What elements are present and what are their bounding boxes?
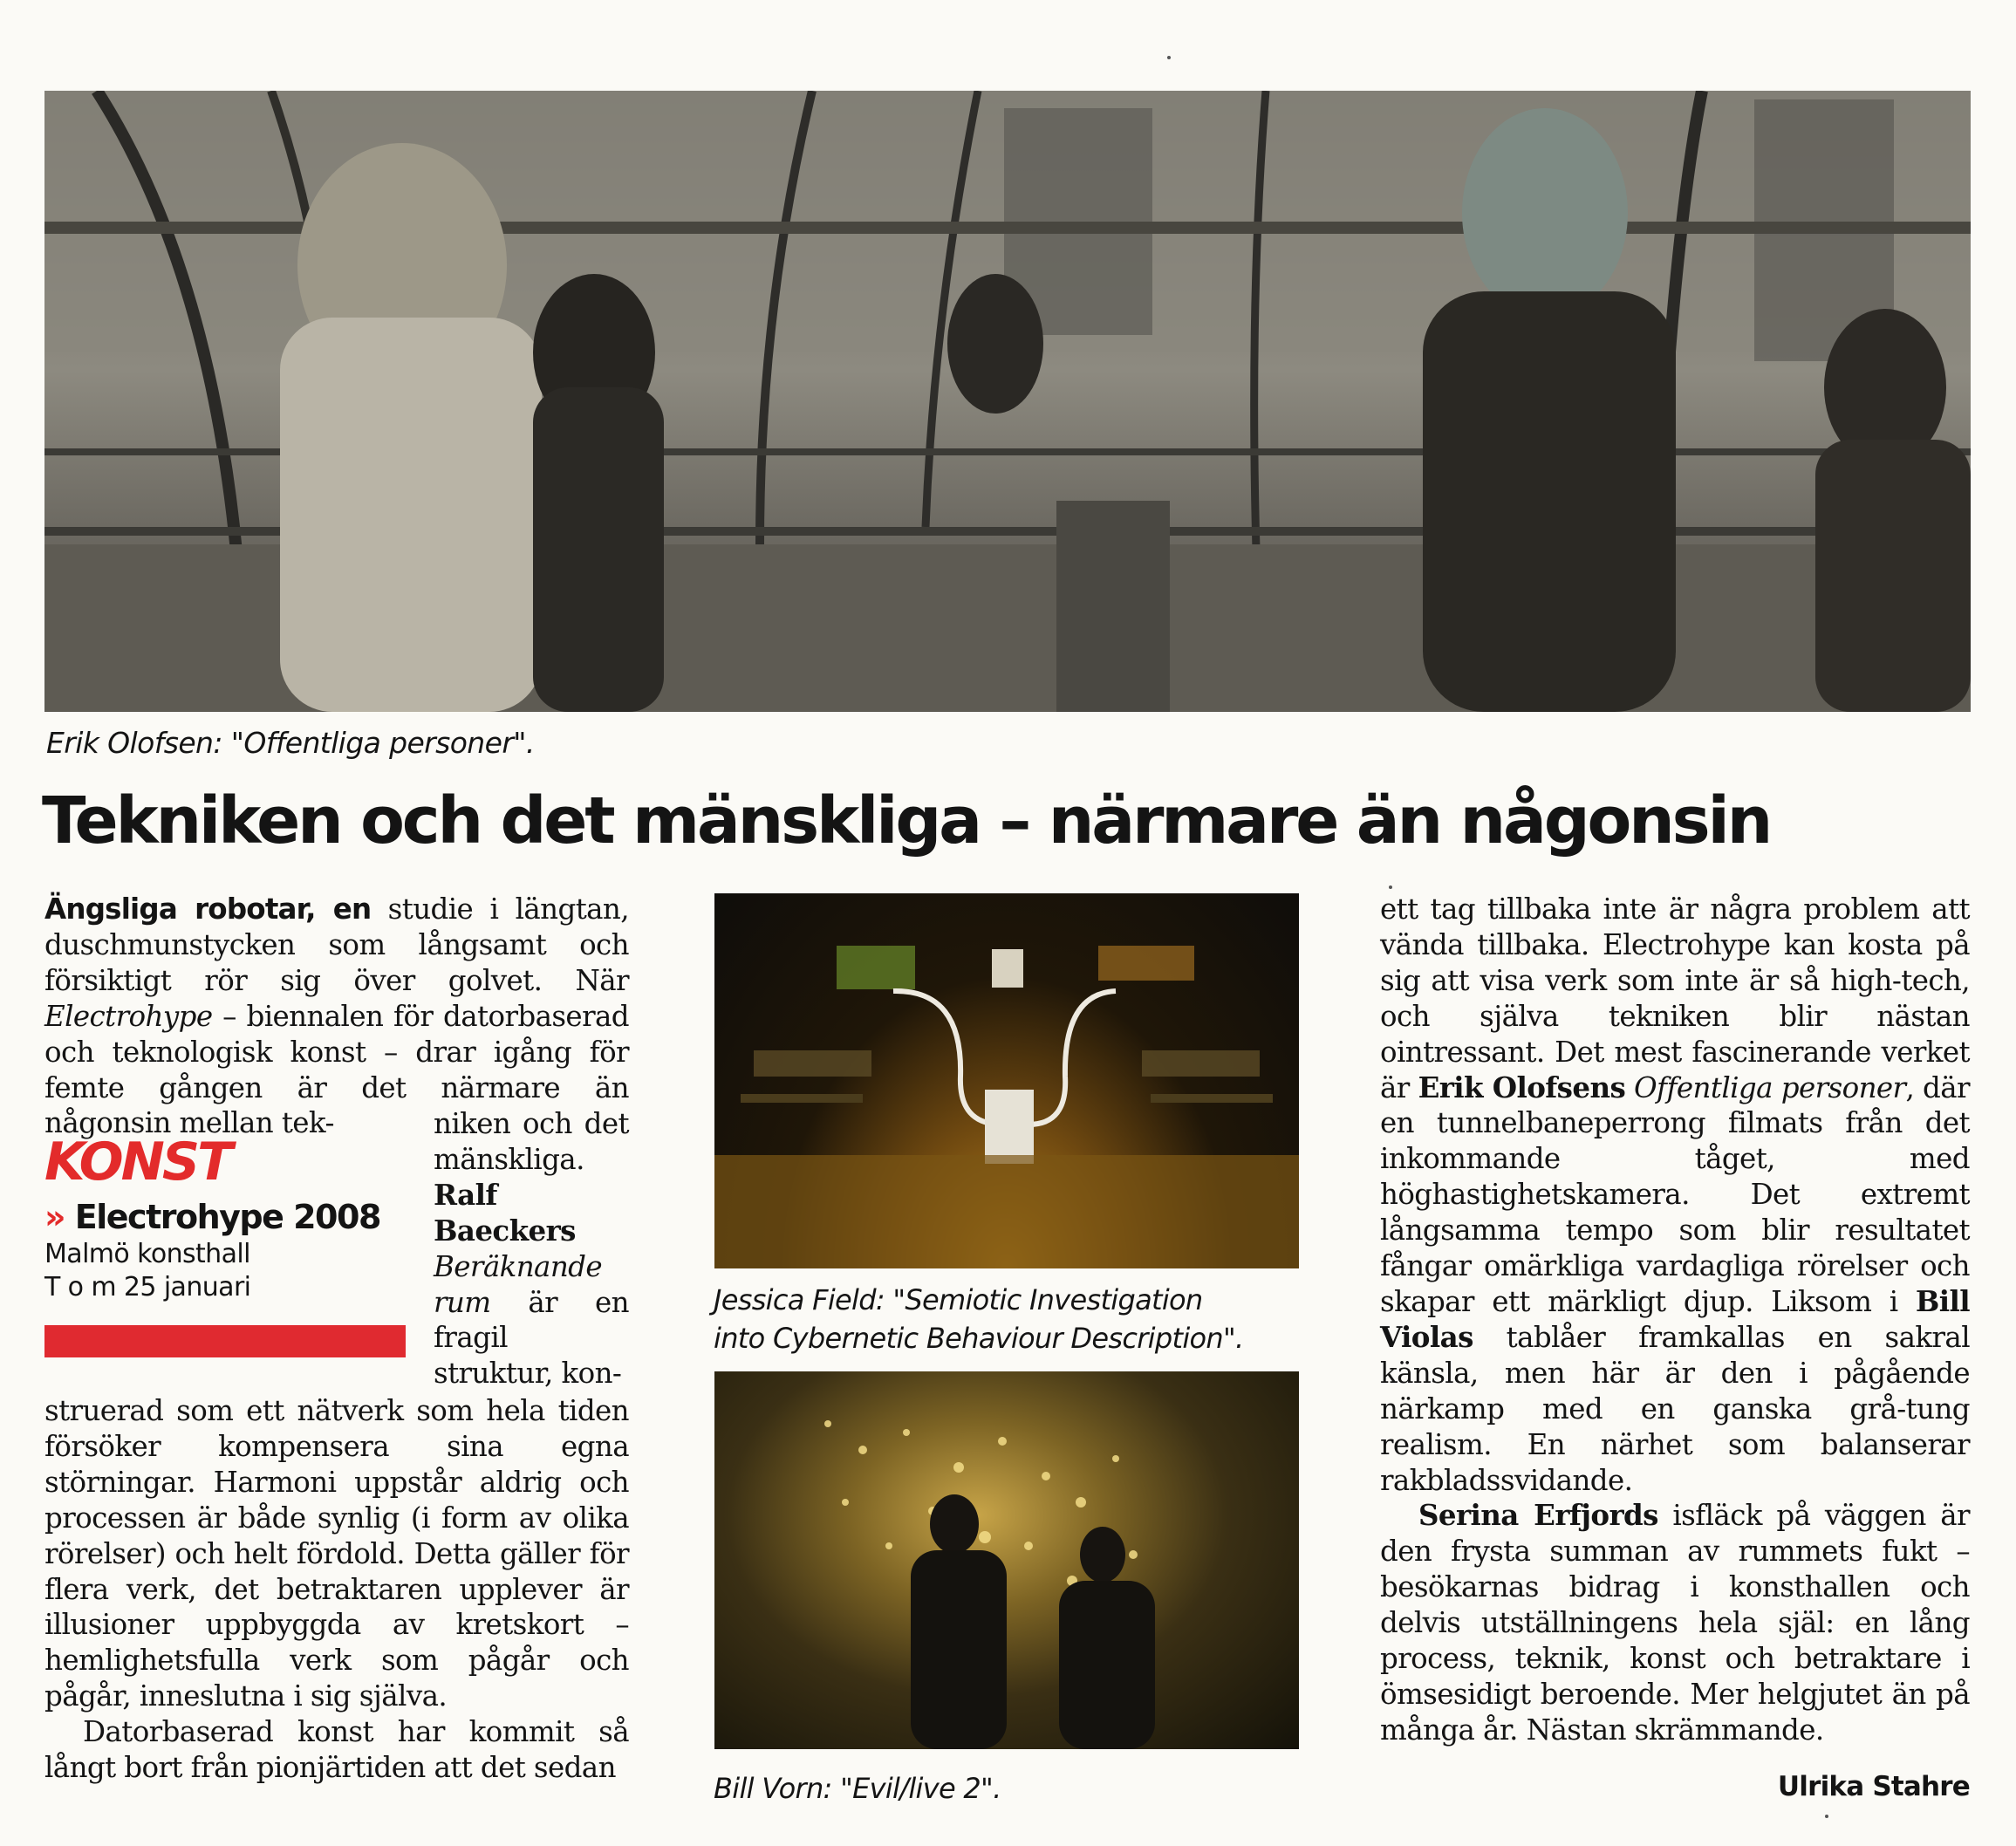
installation-photo-1-image <box>714 893 1299 1268</box>
byline: Ulrika Stahre <box>1777 1771 1970 1802</box>
installation-photo-2 <box>714 1371 1299 1749</box>
top-photo <box>44 91 1971 712</box>
fact-title: » Electrohype 2008 <box>44 1198 380 1236</box>
column1-paragraph2: Datorbaserad konst har kommit så långt bort från pionjärtiden att det sedan <box>44 1715 629 1785</box>
artist-name: Serina Erfjords <box>1418 1498 1658 1533</box>
artist-name: Erik Olofsens <box>1418 1070 1626 1104</box>
work-title: Beräknande rum <box>434 1249 602 1319</box>
column3 <box>1380 892 1970 1748</box>
column1-narrow-text: niken och det mänskliga. Ralf Baeckers Beräknande rum är en fragil struktur, kon- <box>434 1107 629 1391</box>
installation-photo-1 <box>714 893 1299 1268</box>
fact-kicker: KONST <box>44 1132 231 1193</box>
top-photo-image <box>44 91 1971 712</box>
installation-photo-2-image <box>714 1371 1299 1749</box>
headline: Tekniken och det mänskliga – närmare än någonsin <box>42 783 1771 858</box>
installation-photo-2-caption: Bill Vorn: "Evil/live 2". <box>714 1772 1001 1805</box>
artist-name: Ralf Baeckers <box>434 1177 576 1248</box>
column1-paragraph1: Ängsliga robotar, en studie i längtan, duschmunstycken som långsamt och försiktigt rör sig över golvet. När Electrohype – biennalen för datorbaserad och teknologisk konst – drar igång för femte gången är det närmare än någonsin mellan tek- <box>44 892 629 1140</box>
scan-speck <box>1167 56 1171 59</box>
column3-paragraph1: ett tag tillbaka inte är några problem att vända tillbaka. Electrohype kan kosta på sig att visa verk som inte är så high-tech, och själva tekniken blir nästan ointressant. Det mest fascinerande verket är Erik Olofsens Offentliga personer, där en tunnelbaneperrong filmats från det inkommande tåget, med höghastighetskamera. Det extremt långsamma tempo som blir resultatet fångar omärkliga vardagliga rörelser och skapar ett märkligt djup. Liksom i Bill Violas tablåer framkallas en sakral känsla, men här är den i pågående närkamp med en ganska grå-tung realism. En närhet som balanserar rakbladssvidande. <box>1380 892 1970 1497</box>
scan-speck <box>1389 885 1392 889</box>
work-title: Offentliga personer <box>1634 1070 1906 1104</box>
fact-venue: Malmö konsthall <box>44 1239 250 1269</box>
column3-paragraph2: Serina Erfjords isfläck på väggen är den frysta summan av rummets fukt – besökarnas bidrag i konsthallen och delvis utställningens hela själ: en lång process, teknik, konst och betraktare i ömsesidigt beroende. Mer helgjutet än på många år. Nästan skrämmande. <box>1380 1498 1970 1747</box>
lead-in: Ängsliga robotar, en <box>44 892 372 926</box>
artist-name: Bill Violas <box>1380 1283 1970 1354</box>
column1-continuation: struerad som ett nätverk som hela tiden försöker kompensera sina egna störningar. Harmoni uppstår aldrig och processen är både synlig (i form av olika rörelser) och helt fördold. Detta gäller för flera verk, det betraktaren upplever är illusioner uppbyggda av kretskort – hemlighetsfulla verk som pågår och pågår, inneslutna i sig själva. Datorbaserad konst har kommit så långt bort från pionjärtiden att det sedan <box>44 1394 629 1785</box>
scan-speck <box>1825 1815 1828 1818</box>
fact-dates: T o m 25 januari <box>44 1272 251 1302</box>
fact-box <box>44 1132 411 1357</box>
installation-photo-1-caption: Jessica Field: "Semiotic Investigation into Cybernetic Behaviour Description". <box>714 1283 1244 1355</box>
fact-divider <box>44 1325 406 1357</box>
arrow-icon: » <box>44 1198 65 1236</box>
top-photo-caption: Erik Olofsen: "Offentliga personer". <box>46 726 535 760</box>
